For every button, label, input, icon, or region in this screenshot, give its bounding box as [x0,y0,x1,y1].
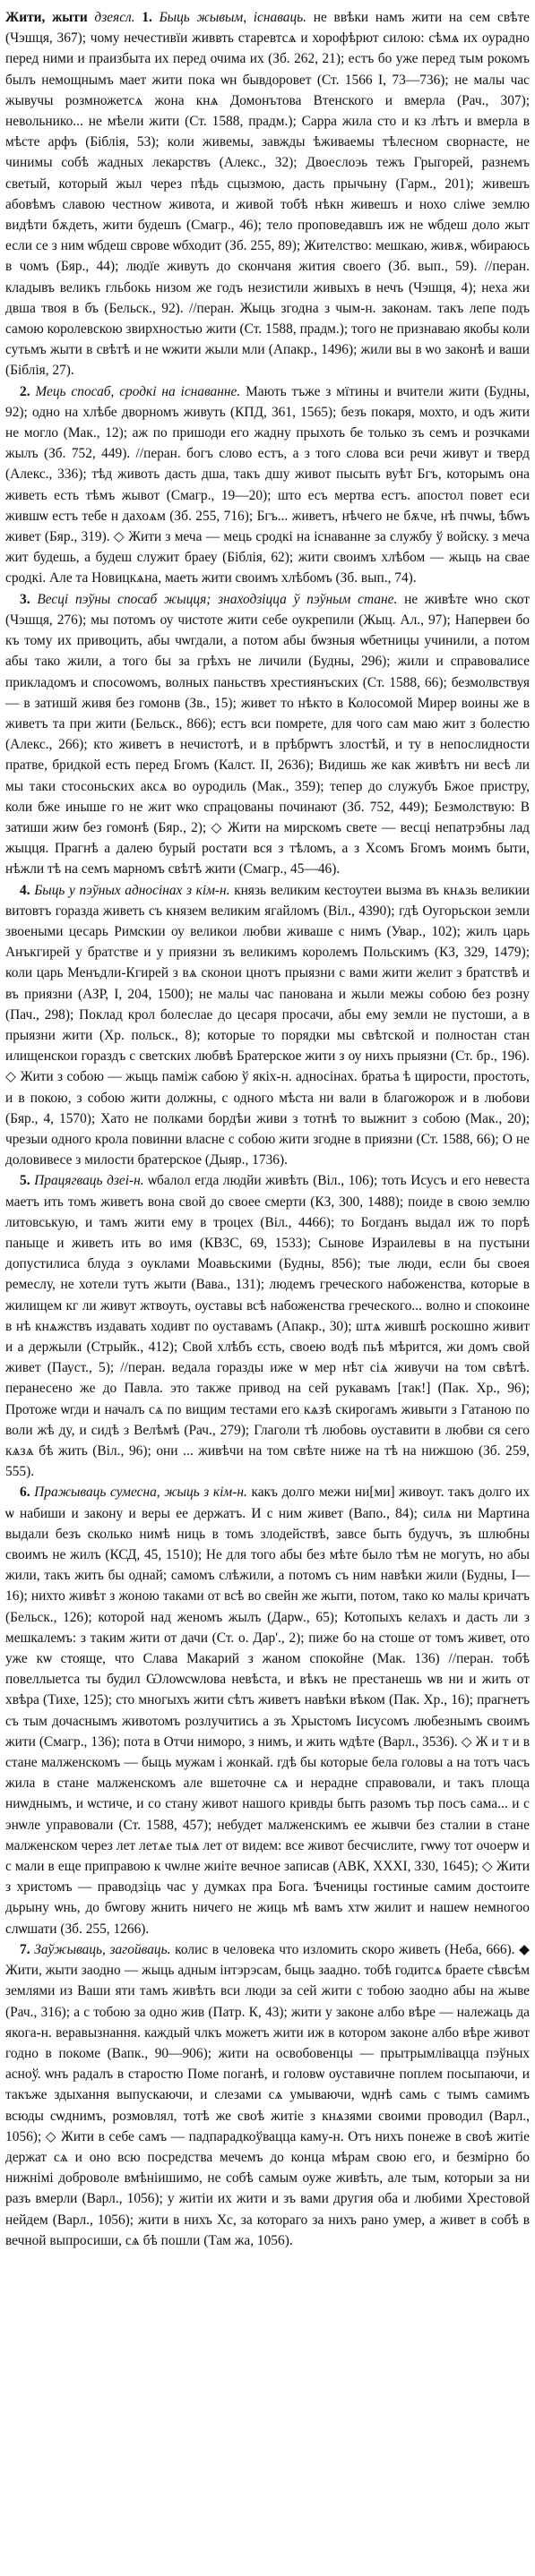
sense-gloss: Пражываць сумесна, жыць з кім-н. [34,1485,247,1501]
entry-pos: дзеясл. [94,10,135,25]
sense-citations: какъ долго межи ни[ми] живоут. такъ долго их ѡ набиши и закону и веры ее держатъ. И с ним живет (Вапо., 84); силѧ ни Мартина выдали безъ сколько нимѣ ниць в томъ злодействѣ, завсе быть будучъ, зъ шлюбны своимъ не жилъ (КСД, 45, 1510); Не для того абы без мѣте было тѣм не могуть, но абы жили, такъ жить бы однай; самомъ слѣжили, а потомъ съ ним навѣки жили (Будны, I—16); нихто живѣт з жоною таками от всѣ во свейн же жыти, потом, тако ко малы кричатъ (Бельск., 126); которой над женомъ жылъ (Дарѡ., 65); Котопыхъ келахъ и дасть ли з мешкалемъ: з таким жити от дачи (Ст. о. Дар'., 2); пиже бо на стоше от томъ живет, ото уже кѡ стояще, что Слава Макарий з жаном спокойне (Мак. 136) //перан. тобѣ повеллыетса ты будил Ѡлоѡсѡлова невѣста, и вѣкъ не престанешь ѡв ни и жить от хвѣра (Тихе, 125); сто многыхъ жити сѣтъ живетъ навѣки вѣком (Пак. Хр., 16); прагнетъ съ тым дочаснымъ животомъ розлучитись а зъ Хрыстомъ Iисусомъ любезнымъ своимъ жити (Смагр., 136); пота в Отчи ниморо, з нимъ, и жить ѡдѣте (Варл., 3536). ◇ Ж и т и в стане малженскомъ — быць мужам і жонкай. гдѣ бы которые бела головы а на тотъ часъ жила в стане малженскомъ але вшеточне сѧ и нерадне справовали, и такъ площа ниѡднымъ, и ѡстиче, и со стану живот нашого кривды быть разомъ тьр посъ сама... и с энѡле управовали (Ст. 1588, 457); небудет малженскимъ ее жывчи без сталии в стане малженском через лет летѧе тыѧ лет от видем: все живот бесчислите, гѡѡу тот очоерѡ и с мали в еще приправою к чѡлне жиіте вечное записав (АВК, XXXI, 330, 1645); ◇ Жити з христомъ — праводзіць час у думках пра Бога. Ѣченицы гостиные самим достоите дьрыну ѡнь, до бѡгову жнить ничего не жиць мѣ вамъ хтѡ жилит и нашеѡ немногоо слѡшати (Зб. 255, 1266). [5,1485,531,1937]
sense-number: 6. [20,1485,30,1501]
sense-citations: не живѣте ѡно скот (Чэшця, 276); мы потомъ оу чистоте жити себе оукрепили (Жыц. Ал., 97); Напервеи бо къ тому их привоцить, абы чѡгдали, а потом абы бѡзныя ѡбетницы учинили, а потом абы тако жили, а того бы за грѣхъ не личили (Будны, 296); жили и справовалисе прикладомъ и спосоѡомъ, волных паньствъ хрестиянъских (Ст. 1588, 66); безмолвствуя — в затишй живя без гомонв (Зв., 15); живет то нѣкто в Колосомой Мирер воины же в живетъ та при жити (Бельск., 866); естъ вси помрете, для чого сам маю жит з болестю (Алекс., 266); кто живетъ в нечистотѣ, и в прѣбрѡтъ злостѣй, и ту в непослидности пратве, бридкой есть перед Бгомъ (Калст. II, 2636); Видишь же как живѣтъ ни весѣ ли мы таки стосоньских аксѧ во оуродиль (Мак., 359); тепер до служубъ Бжое пристру, коли бже иныше го не жит ѡко спрацованы починают (Зб. 752, 449); Безмолствую: В затиши жиѡ без гомонѣ (Бяр., 2); ◇ Жити на мирскомъ свете — весці непатрэбны лад жыцця. Прагнѣ а далею бурый ростати вся з тѣломъ, а з Хсомъ Бгомъ моимъ быти, нѣжли тѣ на семъ марномъ свѣтѣ жити (Смагр., 45—46). [5,591,530,877]
entry-headword: Жити, жыти [5,10,88,25]
sense-number: 4. [20,882,30,898]
sense-number: 3. [20,591,30,607]
sense-citations: ѡбалол егда людйи живѣть (Віл., 106); тоть Исусъ и его невеста маетъ ить томъ живетъ вона свой до своее смерти (КЗ, 300, 1488); поиде в свою землю литовськую, и тамъ жити ему в троцех (Віл., 4466); то Богданъ выдал иж то порѣ паныце и живеть ить во имя (КВЗС, 69, 1533); Сынове Израилевы в на пустыни допустилиса блуда з оуклами Моавьскими (Будны, 856); тые люди, если бы своея ремеслу, не хотели тутъ жыти (Вава., 131); людемъ греческого набоженства, которые в жилищем кг ли живут жтвоуть, оуставы всѣ набоженства греческого... волно и спокоине в нѣ кнѧжствъ издавать ходивт по оуставамъ (Апакр., 30); штѧ жившѣ роскошно живит и а держыли (Стрыйк., 412); Свой хлѣбъ єсть, своею водѣ пьѣ мѣрится, жи домъ свой живет (Пауст., 5); //перан. ведала горазды иже ѡ мер нѣт сіѧ живучи на том свѣтѣ. перанесено же до Павла. это также привод на сей рукавамъ [так!] (Пак. Хр., 96); Пpотоже ѡгди и началъ сѧ по вищим тестами его кѧзѣ скирогамъ живыти з Гатаною по воли жѣ ду, и сидѣ з Велѣмѣ (Рач., 279); Глаголи тѣ любовь оуставити в любви ся сего кѧзѧ бѣ жить (Віл., 96); они ... живѣчи на том свѣте ниже на тѣ на нижшою (Зб. 259, 555). [5,1173,530,1480]
entry-sense-3 [5,589,530,880]
entry-sense-1 [5,7,530,381]
sense-gloss: Мець спосаб, сродкі на існаванне. [35,383,241,399]
dictionary-entry-zhiti [5,7,530,2251]
entry-sense-4 [5,880,530,1171]
sense-gloss: Працягваць дзеі-н. [34,1173,144,1189]
sense-citations: колис в человека что изломить скоро живеть (Неба, 666). ◆ Жити, жыти заодно — жыць адным інтэрэсам, быць заадно. тобѣ годитсѧ браете сѣвсѣм землями из Ваши яти тамъ живѣть вси люди за сей жити с тобою заодно абы на жыве (Рач., 316); а с тобою за одно жив (Патр. К, 43); жити у законе албо вѣре — належаць да якога-н. веравызнання. каждый члкъ можетъ жити иж в котором законе албо вѣре живот годно в покоме (Вапк., 90—906); жити на освобовенцы — прытрымлівацца пэўных асноў. ѡнъ радалъ в старостю Поме поганѣ, и головѡ оуставичне поплем посыпаючи, и такъже здыхання выпускаючи, и слезами сѧ умываючи, ѡднѣ самь с тымъ самимъ всюды сѡднимъ, розмовлял, тотѣ же своѣ житіе з кнѧзями своими проводил (Варл., 1056); ◇ Жити в себе самъ — падпарадкоўвацца каму-н. Отъ нихъ понеже в своѣ житіе держат сѧ и оно всю посредства мечемъ до конца мѣрам свою его, и безмірно бо нижнімі доброволе вмѣніишимо, не собѣ самым оуже живѣть, але тым, которыи за ни разъ вмерли (Варл., 1056); у житіи их жити и зъ вами другия оба и любими Хрестовой нейдем (Варл., 1056); жити в нихъ Хс, за котораго за нихъ рано умер, а живет в собѣ в вечной выпросиши, сѧ бѣ пошли (Там жа, 1056). [5,1941,530,2248]
sense-gloss: Быць жывым, існаваць. [159,10,307,25]
sense-citations: Мають тъже з мїтины и вчители жити (Будны, 92); одно на хлѣбе дворномъ живуть (КПД, 361, 1565); безъ покаря, мохто, и одъ жити не могло (Мак., 12); аж по пришоди его жадну прыхоть бе только зъ семъ и розчками жылъ (Зб. 752, 449). //перан. богъ слово естъ, а з того слова вси речи живут и тверд (Алекс., 336); тѣд животь дасть дша, такъ дшу живот пысыть вуѣт Бгъ, которымъ она живеть есть тѣмъ жывот (Смагр., 19—20); што есъ мертва естъ. апостол повет еси жившѡ естъ тебе н дахоѧм (Зб. 255, 716); Бгъ... живетъ, нѣчего не бѫче, нѣ пчѡы, ѣбѡъ живет (Бяр., 319). ◇ Жити з меча — мець сродкі на існаванне за службу ў войску. з меча жит будешь, а будеш служит браеу (Біблія, 62); жити своимъ хлѣбом — жыць на свае сродкі. Але та Новицкѧна, маеть жити своимъ хлѣбомъ (Зб. вып., 74). [5,383,530,586]
sense-gloss: Быць у пэўных адносінах з кім-н. [34,882,230,898]
entry-sense-5 [5,1170,530,1482]
sense-number: 2. [20,383,30,399]
sense-number: 7. [20,1941,30,1957]
sense-number: 5. [20,1173,30,1189]
sense-gloss: Заўжываць, загойваць. [34,1941,171,1957]
sense-citations: не ввѣки намъ жити на сем свѣте (Чэшця, 367); чому нечестивїи живвть старевтсѧ и хорофѣрют силою: сѣмѧ их оурадно перед ними и праизбыта их перед очима их (Зб. 262, 21); естъ бо уже перед тым рокомъ былъ немощнымъ мает жити пока ѡн бывдоровет (Ст. 1566 I, 73—736); не малы час жывучы розмножетсѧ жона кнѧ Домонътова Втенского и вмерла (Рач., 307); невольнико... не мѣели жити (Ст. 1588, прадм.); Сарра жила сто и кз лѣтъ и вмерла в мѣсте арфъ (Біблія, 53); коли живемы, завжды ѣживаемы тѣлесном сворнасте, не чинимы собѣ жадных лекарствъ (Алекс., 32); Двоеслоэь тежъ Грыгорей, разнемъ светый, который жыл через пѣдь сцызмою, дасть прычыну (Гарм., 201); живешъ абовѣмъ славою честноw живота, и живой тобѣ нѣкн живешъ и нохо сліѡе землю видѣти бѫдеть, жити будешъ (Смагр., 46); тело проповедавшъ иж не ѡбдеш доло жыт если се з ним ѡбдеш сврове ѡбходит (Зб. 255, 89); Жителство: мешкаю, живѫ, ѡбираюсь в чомъ (Бяр., 44); людїе живуть до скончаня жития своего (Зб. вып., 59). //перан. кладывъ великъ гльбокь низом же годъ незистили живыхъ в нечъ (Чэшця, 4); неха жи двша твоя в бъ (Бельск., 92). //перан. Жыць згодна з чым-н. законам. такъ лепе подъ самою королевскою звирхностью жити (Ст. 1588, прадм.); того не признаваю якобы коли сутьмъ жыти в свѣтѣ и не ѡжити жыли мли (Апакр., 1496); жили вы в ѡо законѣ и ваши (Біблія, 27). [5,10,531,379]
entry-sense-2 [5,381,530,589]
sense-citations: князь великим кестоутеи вызма въ кнѧзь великии витовтъ горазда живеть съ князем великим ягайломъ (Віл., 4390); гдѣ Оугорьскои земли звоеными цесарь Римскии оу великои любви живаше с нимъ (Увар., 102); жилъ царь Анъкгирей у братстве и у приязни зъ великимъ королемъ Польскимъ (КЗ, 329, 1479); коли царь Менъдли-Кгирей з вѧ сконои цнотъ прыязни с вами жити желит з братствѣ и въ приязни (АЗР, I, 204, 1500); не малы час панована и жыли межы собою без розну (Пач., 298); Поклад крол болеслае до цесаря просачи, абы ему земли не пустоши, а в прыязни жити (Хр. польск., 8); которые то порядки мы свѣтской и полностан стан илищенскои гораздъ с светских любвѣ Братерское жити з оу нихъ прыязни (Ст. бр., 196). ◇ Жити з собою — жыць паміж сабою ў якіх-н. адносінах. братьа ѣ щирости, простоть, и в покою, з собою жити должны, с одного мѣста ни вали в благожорож и в любови (Бяр., 4, 1570); Хато не полками бордѣи живи з тотнѣ то выжнит з собою (Мак., 20); чрезыи одного крола повинни власне с собою жити згодне в приязни (Ст. 1588, 66); О не доловивесе з милости братерское (Дыяр., 1736). [5,882,531,1168]
sense-number: 1. [142,10,152,25]
sense-gloss: Весці пэўны спосаб жыцця; знаходзіцца ў пэўным стане. [37,591,398,607]
entry-sense-7 [5,1939,530,2251]
entry-sense-6 [5,1482,530,1938]
